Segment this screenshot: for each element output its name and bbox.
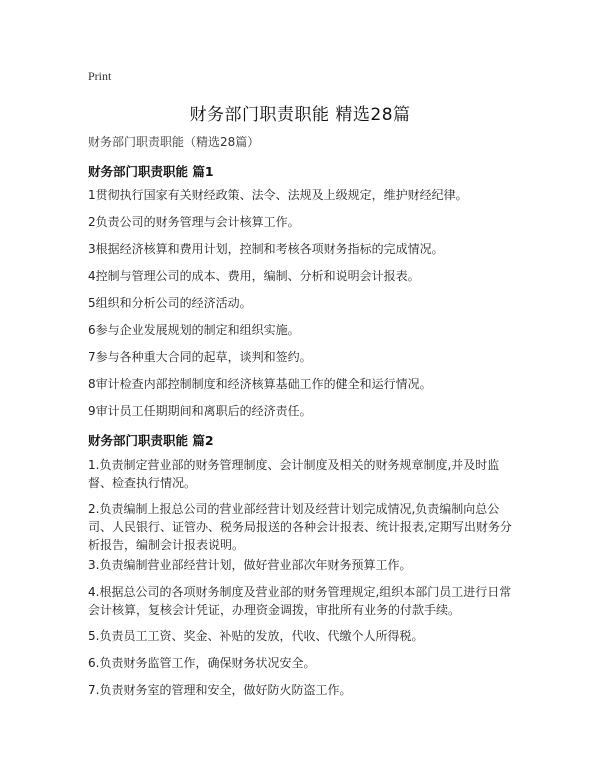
list-item: 2.负责编制上报总公司的营业部经营计划及经营计划完成情况,负责编制向总公司、人民银行、证管办、税务局报送的各种会计报表、统计报表,定期写出财务分析报告，编制会计报表说明。	[88, 502, 512, 552]
list-item: 1.负责制定营业部的财务管理制度、会计制度及相关的财务规章制度,并及时监督、检查执行情况。	[88, 458, 500, 490]
section-heading-1: 财务部门职责职能 篇1	[88, 164, 214, 179]
list-item: 1贯彻执行国家有关财经政策、法令、法规及上级规定，维护财经纪律。	[88, 188, 468, 202]
list-item: 9审计员工任期期间和离职后的经济责任。	[88, 404, 312, 418]
list-item: 7参与各种重大合同的起草，谈判和签约。	[88, 350, 312, 364]
list-item: 4.根据总公司的各项财务制度及营业部的财务管理规定,组织本部门员工进行日常会计核算，复核会计凭证，办理资金调拨，审批所有业务的付款手续。	[88, 585, 512, 617]
print-link[interactable]: Print	[88, 69, 112, 83]
list-item: 3根据经济核算和费用计划，控制和考核各项财务指标的完成情况。	[88, 242, 444, 256]
list-item: 6.负责财务监管工作，确保财务状况安全。	[88, 656, 316, 670]
list-item: 5组织和分析公司的经济活动。	[88, 296, 252, 310]
list-item: 2负责公司的财务管理与会计核算工作。	[88, 215, 300, 229]
document-title: 财务部门职责职能 精选28篇	[189, 105, 411, 125]
list-item: 4控制与管理公司的成本、费用，编制、分析和说明会计报表。	[88, 269, 420, 283]
list-item: 7.负责财务室的管理和安全，做好防火防盗工作。	[88, 683, 352, 697]
list-item: 5.负责员工工资、奖金、补贴的发放，代收、代缴个人所得税。	[88, 629, 424, 643]
document-subtitle: 财务部门职责职能（精选28篇）	[88, 135, 260, 149]
section-heading-2: 财务部门职责职能 篇2	[88, 433, 214, 448]
list-item: 3.负责编制营业部经营计划，做好营业部次年财务预算工作。	[88, 558, 412, 572]
list-item: 6参与企业发展规划的制定和组织实施。	[88, 323, 300, 337]
list-item: 8审计检查内部控制制度和经济核算基础工作的健全和运行情况。	[88, 377, 432, 391]
